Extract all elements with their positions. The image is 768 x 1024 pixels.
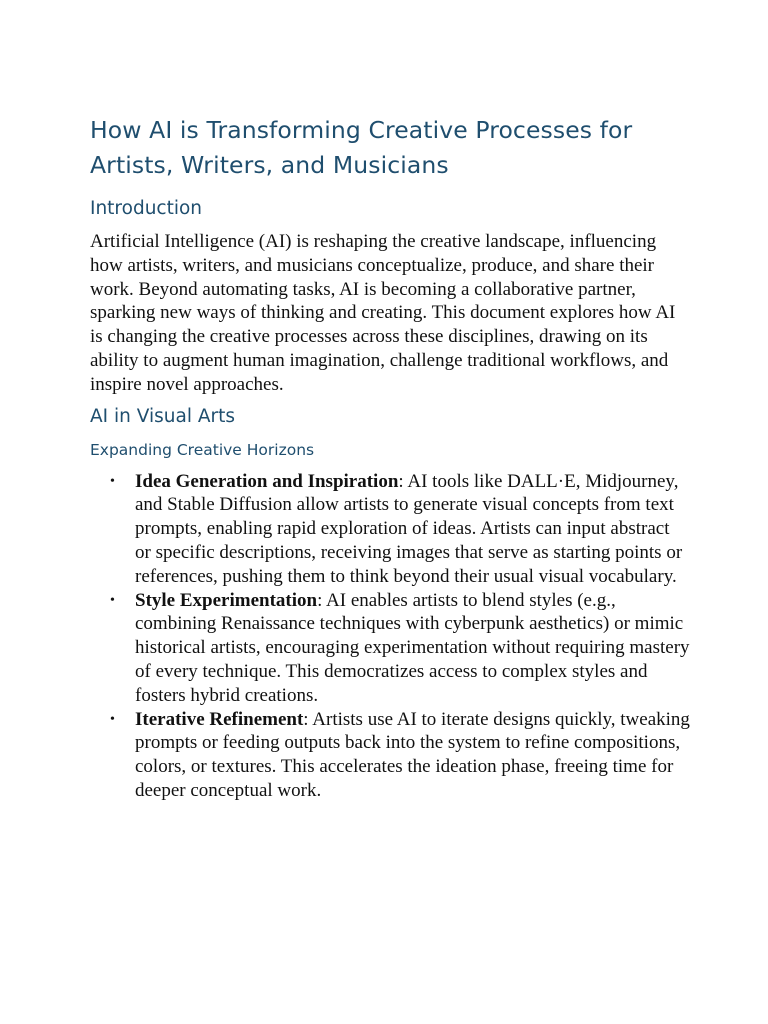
bullet-text: : Artists use AI to iterate designs quickly, tweaking prompts or feeding outputs back into the system to refine compositions, colors, or textures. This accelerates the ideation phase, freeing time for deeper conceptual work. — [135, 708, 690, 801]
bullet-point-icon: • — [110, 711, 115, 727]
bullet-term: Idea Generation and Inspiration — [135, 470, 399, 492]
bullet-point-icon: • — [110, 592, 115, 608]
document-page — [90, 113, 690, 803]
bullet-term: Iterative Refinement — [135, 708, 304, 730]
bullet-item-iterative-refinement — [90, 708, 690, 803]
bullet-text: : AI enables artists to blend styles (e.g., combining Renaissance techniques with cyberpunk aesthetics) or mimic historical artists, encouraging experimentation without requiring mastery of every technique. This democratizes access to complex styles and fosters hybrid creations. — [135, 589, 690, 706]
expanding-horizons-subheading: Expanding Creative Horizons — [90, 440, 315, 459]
visual-arts-heading: AI in Visual Arts — [90, 405, 236, 427]
bullet-text: : AI tools like DALL·E, Midjourney, and Stable Diffusion allow artists to generate visual concepts from text prompts, enabling rapid exploration of ideas. Artists can input abstract or specific descriptions, receiving images that serve as starting points or references, pushing them to think beyond their usual visual vocabulary. — [135, 470, 683, 587]
introduction-paragraph: Artificial Intelligence (AI) is reshaping the creative landscape, influencing how artists, writers, and musicians conceptualize, produce, and share their work. Beyond automating tasks, AI is becoming a collaborative partner, sparking new ways of thinking and creating. This document explores how AI is changing the creative processes across these disciplines, drawing on its ability to augment human imagination, challenge traditional workflows, and inspire novel approaches. — [90, 231, 676, 395]
introduction-heading: Introduction — [90, 198, 203, 219]
document-title: How AI is Transforming Creative Processes for Artists, Writers, and Musicians — [90, 116, 633, 179]
bullet-term: Style Experimentation — [135, 589, 318, 611]
bullet-point-icon: • — [110, 473, 115, 489]
bullet-item-style-experimentation — [90, 589, 690, 708]
visual-arts-bullet-list — [90, 470, 690, 803]
bullet-item-idea-generation — [90, 470, 690, 589]
